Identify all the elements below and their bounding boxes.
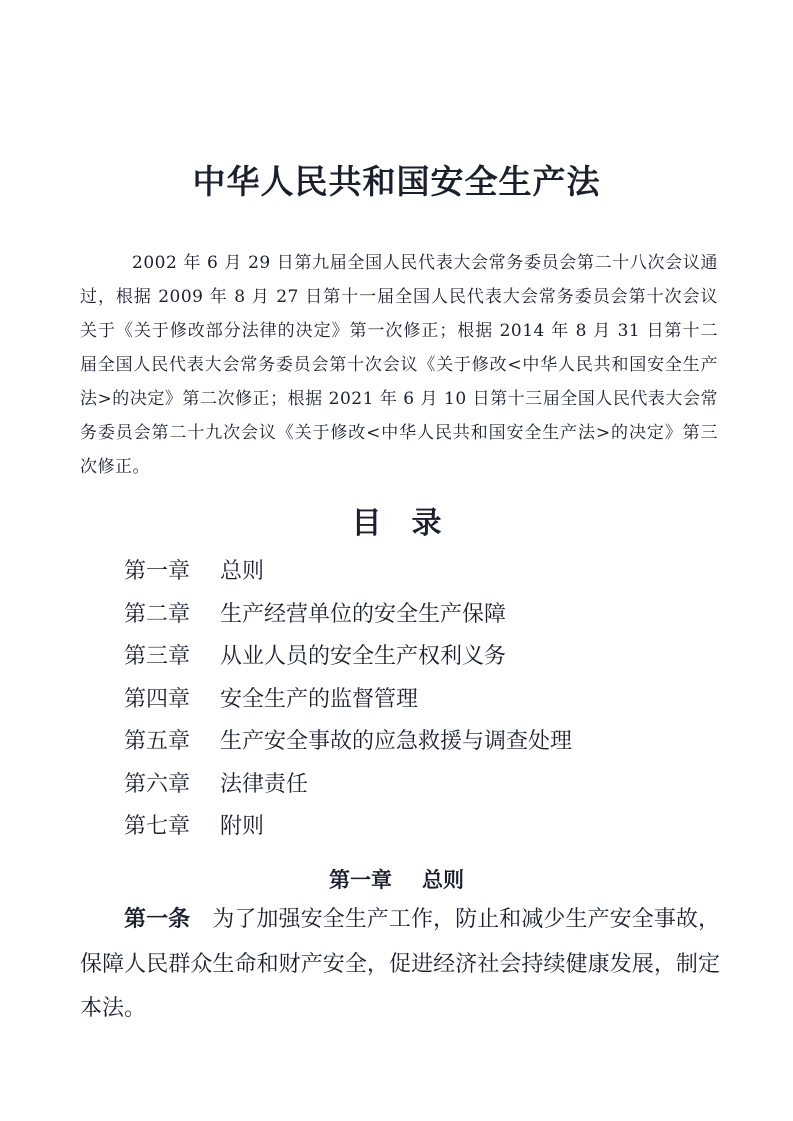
toc-chapter-number: 第三章 xyxy=(124,644,191,669)
toc-chapter-title: 总则 xyxy=(220,559,265,584)
toc-chapter-title: 安全生产的监督管理 xyxy=(220,686,419,712)
toc-chapter-number: 第六章 xyxy=(124,771,191,797)
toc-chapter-number: 第一章 xyxy=(124,559,191,584)
toc-chapter-number: 第四章 xyxy=(124,686,191,712)
chapter-one-number: 第一章 xyxy=(329,868,392,892)
toc-item xyxy=(124,594,724,637)
preamble-text: 2002 年 6 月 29 日第九届全国人民代表大会常务委员会第二十八次会议通过，根据 2009 年 8 月 27 日第十一届全国人民代表大会常务委员会第十次会议关于《关于修改部分法律的决定》第一次修正；根据 2014 年 8 月 31 日第十二届全国人民代表大会常务委员会第十次会议《关于修改<中华人民共和国安全生产法>的决定》第二次修正；根据 2021 年 6 月 10 日第十三届全国人民代表大会常务委员会第二十九次会议《关于修改<中华人民共和国安全生产法>的决定》第三次修正。 xyxy=(80,253,718,477)
toc-chapter-number: 第七章 xyxy=(124,814,191,839)
preamble-paragraph xyxy=(80,246,718,484)
toc-item xyxy=(124,806,724,849)
toc-chapter-title: 从业人员的安全生产权利义务 xyxy=(220,644,507,669)
toc-chapter-title: 附则 xyxy=(220,814,265,839)
toc-item xyxy=(124,721,724,764)
chapter-one-title: 总则 xyxy=(422,868,464,892)
toc-item xyxy=(124,764,724,807)
toc-chapter-number: 第二章 xyxy=(124,601,191,627)
toc-item xyxy=(124,679,724,722)
table-of-contents xyxy=(124,551,724,849)
article-one-number: 第一条 xyxy=(124,907,191,932)
toc-chapter-number: 第五章 xyxy=(124,729,191,754)
chapter-one-heading xyxy=(0,860,793,900)
toc-item xyxy=(124,551,724,594)
toc-chapter-title: 法律责任 xyxy=(220,771,309,797)
document-title: 中华人民共和国安全生产法 xyxy=(192,162,601,201)
toc-chapter-title: 生产经营单位的安全生产保障 xyxy=(220,601,507,627)
toc-heading: 目录 xyxy=(351,506,472,541)
toc-chapter-title: 生产安全事故的应急救援与调查处理 xyxy=(220,729,573,754)
toc-item xyxy=(124,636,724,679)
article-one xyxy=(80,898,720,1032)
article-one-text: 为了加强安全生产工作，防止和减少生产安全事故，保障人民群众生命和财产安全，促进经济社会持续健康发展，制定本法。 xyxy=(80,907,720,1021)
